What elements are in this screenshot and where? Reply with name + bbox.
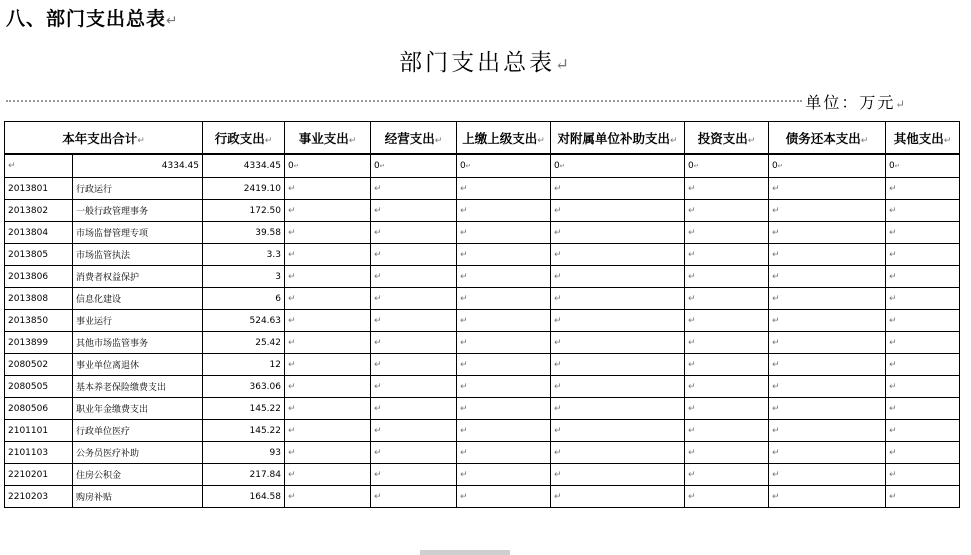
row-amount-cell: 6 (203, 288, 285, 310)
row-empty-cell: ↵ (285, 442, 371, 464)
row-empty-cell: ↵ (457, 222, 551, 244)
dotted-leader-line (6, 100, 802, 102)
row-amount-cell: 363.06 (203, 376, 285, 398)
row-empty-cell: ↵ (551, 266, 685, 288)
total-zero-cell: 0↵ (685, 154, 769, 178)
row-empty-cell: ↵ (886, 178, 960, 200)
total-zero-cell: 0↵ (285, 154, 371, 178)
row-empty-cell: ↵ (371, 244, 457, 266)
row-amount-cell: 172.50 (203, 200, 285, 222)
row-empty-cell: ↵ (371, 420, 457, 442)
table-row (5, 332, 960, 354)
table-row (5, 376, 960, 398)
row-code-cell: 2013806 (5, 266, 73, 288)
total-sum-cell: 4334.45 (73, 154, 203, 178)
row-code-cell: 2101103 (5, 442, 73, 464)
row-amount-cell: 217.84 (203, 464, 285, 486)
header-other: 其他支出↵ (886, 122, 960, 155)
total-zero-cell: 0↵ (371, 154, 457, 178)
row-empty-cell: ↵ (551, 200, 685, 222)
row-empty-cell: ↵ (886, 376, 960, 398)
row-amount-cell: 25.42 (203, 332, 285, 354)
row-empty-cell: ↵ (285, 354, 371, 376)
header-subsidy-affiliates: 对附属单位补助支出↵ (551, 122, 685, 155)
row-empty-cell: ↵ (371, 354, 457, 376)
row-code-cell: 2080506 (5, 398, 73, 420)
row-empty-cell: ↵ (285, 178, 371, 200)
row-code-cell: 2210201 (5, 464, 73, 486)
row-name-cell: 事业运行 (73, 310, 203, 332)
row-empty-cell: ↵ (685, 376, 769, 398)
row-empty-cell: ↵ (371, 332, 457, 354)
table-row (5, 420, 960, 442)
row-empty-cell: ↵ (769, 486, 886, 508)
row-empty-cell: ↵ (685, 332, 769, 354)
row-empty-cell: ↵ (551, 354, 685, 376)
row-empty-cell: ↵ (886, 354, 960, 376)
row-name-cell: 基本养老保险缴费支出 (73, 376, 203, 398)
row-amount-cell: 3.3 (203, 244, 285, 266)
row-empty-cell: ↵ (769, 222, 886, 244)
row-empty-cell: ↵ (685, 266, 769, 288)
row-empty-cell: ↵ (769, 420, 886, 442)
row-empty-cell: ↵ (371, 178, 457, 200)
table-row (5, 310, 960, 332)
total-zero-cell: 0↵ (769, 154, 886, 178)
cropped-footer-fragment (420, 550, 510, 555)
row-amount-cell: 2419.10 (203, 178, 285, 200)
table-row (5, 222, 960, 244)
table-row (5, 288, 960, 310)
row-empty-cell: ↵ (551, 310, 685, 332)
row-code-cell: 2013804 (5, 222, 73, 244)
header-public-service: 事业支出↵ (285, 122, 371, 155)
row-empty-cell: ↵ (886, 222, 960, 244)
row-empty-cell: ↵ (685, 200, 769, 222)
header-total: 本年支出合计↵ (5, 122, 203, 155)
row-name-cell: 消费者权益保护 (73, 266, 203, 288)
row-code-cell: 2013805 (5, 244, 73, 266)
row-name-cell: 行政运行 (73, 178, 203, 200)
row-amount-cell: 93 (203, 442, 285, 464)
row-empty-cell: ↵ (285, 486, 371, 508)
row-empty-cell: ↵ (685, 178, 769, 200)
row-name-cell: 事业单位离退休 (73, 354, 203, 376)
row-empty-cell: ↵ (285, 288, 371, 310)
row-empty-cell: ↵ (457, 486, 551, 508)
row-empty-cell: ↵ (685, 442, 769, 464)
row-amount-cell: 3 (203, 266, 285, 288)
header-remit-superior: 上缴上级支出↵ (457, 122, 551, 155)
row-amount-cell: 164.58 (203, 486, 285, 508)
row-empty-cell: ↵ (285, 200, 371, 222)
header-investment: 投资支出↵ (685, 122, 769, 155)
row-empty-cell: ↵ (685, 288, 769, 310)
row-code-cell: 2013801 (5, 178, 73, 200)
row-empty-cell: ↵ (886, 332, 960, 354)
row-empty-cell: ↵ (371, 486, 457, 508)
table-row (5, 200, 960, 222)
row-empty-cell: ↵ (371, 200, 457, 222)
row-code-cell: 2013850 (5, 310, 73, 332)
row-name-cell: 住房公积金 (73, 464, 203, 486)
row-code-cell: 2013899 (5, 332, 73, 354)
row-empty-cell: ↵ (685, 310, 769, 332)
row-empty-cell: ↵ (886, 442, 960, 464)
row-name-cell: 行政单位医疗 (73, 420, 203, 442)
row-empty-cell: ↵ (886, 464, 960, 486)
section-heading: 八、部门支出总表↵ (6, 8, 179, 30)
table-row (5, 442, 960, 464)
header-business: 经营支出↵ (371, 122, 457, 155)
row-empty-cell: ↵ (551, 398, 685, 420)
row-empty-cell: ↵ (769, 354, 886, 376)
document-title: 部门支出总表↵ (399, 50, 572, 76)
row-code-cell: 2080502 (5, 354, 73, 376)
row-code-cell: 2210203 (5, 486, 73, 508)
row-name-cell: 购房补贴 (73, 486, 203, 508)
row-empty-cell: ↵ (457, 178, 551, 200)
row-name-cell: 一般行政管理事务 (73, 200, 203, 222)
row-name-cell: 市场监管执法 (73, 244, 203, 266)
row-empty-cell: ↵ (371, 310, 457, 332)
row-name-cell: 其他市场监管事务 (73, 332, 203, 354)
row-empty-cell: ↵ (551, 420, 685, 442)
row-name-cell: 职业年金缴费支出 (73, 398, 203, 420)
row-empty-cell: ↵ (551, 464, 685, 486)
row-empty-cell: ↵ (886, 420, 960, 442)
row-empty-cell: ↵ (371, 464, 457, 486)
row-empty-cell: ↵ (371, 398, 457, 420)
row-empty-cell: ↵ (371, 288, 457, 310)
row-empty-cell: ↵ (285, 420, 371, 442)
row-empty-cell: ↵ (769, 442, 886, 464)
row-empty-cell: ↵ (285, 222, 371, 244)
row-empty-cell: ↵ (551, 376, 685, 398)
row-empty-cell: ↵ (551, 178, 685, 200)
table-row (5, 486, 960, 508)
row-code-cell: 2080505 (5, 376, 73, 398)
row-code-cell: 2013808 (5, 288, 73, 310)
row-empty-cell: ↵ (685, 244, 769, 266)
row-empty-cell: ↵ (769, 200, 886, 222)
row-empty-cell: ↵ (551, 332, 685, 354)
table-row (5, 354, 960, 376)
table-header-row (5, 122, 960, 155)
row-empty-cell: ↵ (769, 266, 886, 288)
row-empty-cell: ↵ (886, 310, 960, 332)
total-zero-cell: 0↵ (457, 154, 551, 178)
row-amount-cell: 145.22 (203, 398, 285, 420)
row-empty-cell: ↵ (685, 420, 769, 442)
row-empty-cell: ↵ (457, 398, 551, 420)
row-empty-cell: ↵ (551, 442, 685, 464)
row-empty-cell: ↵ (457, 310, 551, 332)
row-empty-cell: ↵ (457, 464, 551, 486)
table-row (5, 244, 960, 266)
row-empty-cell: ↵ (457, 244, 551, 266)
row-empty-cell: ↵ (886, 244, 960, 266)
row-empty-cell: ↵ (457, 200, 551, 222)
row-empty-cell: ↵ (457, 354, 551, 376)
row-empty-cell: ↵ (769, 398, 886, 420)
row-empty-cell: ↵ (769, 332, 886, 354)
row-amount-cell: 12 (203, 354, 285, 376)
row-empty-cell: ↵ (285, 332, 371, 354)
row-empty-cell: ↵ (285, 266, 371, 288)
row-empty-cell: ↵ (886, 486, 960, 508)
row-empty-cell: ↵ (457, 376, 551, 398)
row-empty-cell: ↵ (371, 376, 457, 398)
header-admin: 行政支出↵ (203, 122, 285, 155)
row-empty-cell: ↵ (685, 354, 769, 376)
row-empty-cell: ↵ (769, 288, 886, 310)
row-amount-cell: 524.63 (203, 310, 285, 332)
table-row (5, 178, 960, 200)
row-empty-cell: ↵ (551, 486, 685, 508)
row-empty-cell: ↵ (457, 420, 551, 442)
row-name-cell: 市场监督管理专项 (73, 222, 203, 244)
row-empty-cell: ↵ (886, 288, 960, 310)
row-empty-cell: ↵ (285, 310, 371, 332)
row-empty-cell: ↵ (886, 200, 960, 222)
row-empty-cell: ↵ (685, 486, 769, 508)
total-zero-cell: 0↵ (551, 154, 685, 178)
total-admin-cell: 4334.45 (203, 154, 285, 178)
header-debt-repayment: 债务还本支出↵ (769, 122, 886, 155)
total-code-cell: ↵ (5, 154, 73, 178)
row-empty-cell: ↵ (457, 332, 551, 354)
row-empty-cell: ↵ (685, 222, 769, 244)
unit-label: 单位：万元↵ (805, 93, 907, 112)
table-row (5, 398, 960, 420)
row-empty-cell: ↵ (285, 464, 371, 486)
table-row (5, 266, 960, 288)
row-empty-cell: ↵ (457, 288, 551, 310)
row-name-cell: 公务员医疗补助 (73, 442, 203, 464)
row-empty-cell: ↵ (371, 266, 457, 288)
row-empty-cell: ↵ (769, 310, 886, 332)
row-empty-cell: ↵ (769, 178, 886, 200)
row-name-cell: 信息化建设 (73, 288, 203, 310)
row-empty-cell: ↵ (685, 398, 769, 420)
row-empty-cell: ↵ (371, 442, 457, 464)
total-row (5, 154, 960, 178)
row-code-cell: 2013802 (5, 200, 73, 222)
row-empty-cell: ↵ (769, 376, 886, 398)
row-empty-cell: ↵ (457, 266, 551, 288)
row-empty-cell: ↵ (285, 376, 371, 398)
row-code-cell: 2101101 (5, 420, 73, 442)
row-empty-cell: ↵ (769, 244, 886, 266)
table-row (5, 464, 960, 486)
row-empty-cell: ↵ (886, 266, 960, 288)
expenditure-table (4, 121, 960, 508)
row-empty-cell: ↵ (886, 398, 960, 420)
row-amount-cell: 39.58 (203, 222, 285, 244)
row-empty-cell: ↵ (371, 222, 457, 244)
row-empty-cell: ↵ (551, 288, 685, 310)
row-empty-cell: ↵ (551, 222, 685, 244)
total-zero-cell: 0↵ (886, 154, 960, 178)
row-empty-cell: ↵ (457, 442, 551, 464)
row-amount-cell: 145.22 (203, 420, 285, 442)
row-empty-cell: ↵ (285, 244, 371, 266)
row-empty-cell: ↵ (551, 244, 685, 266)
row-empty-cell: ↵ (685, 464, 769, 486)
row-empty-cell: ↵ (769, 464, 886, 486)
row-empty-cell: ↵ (285, 398, 371, 420)
